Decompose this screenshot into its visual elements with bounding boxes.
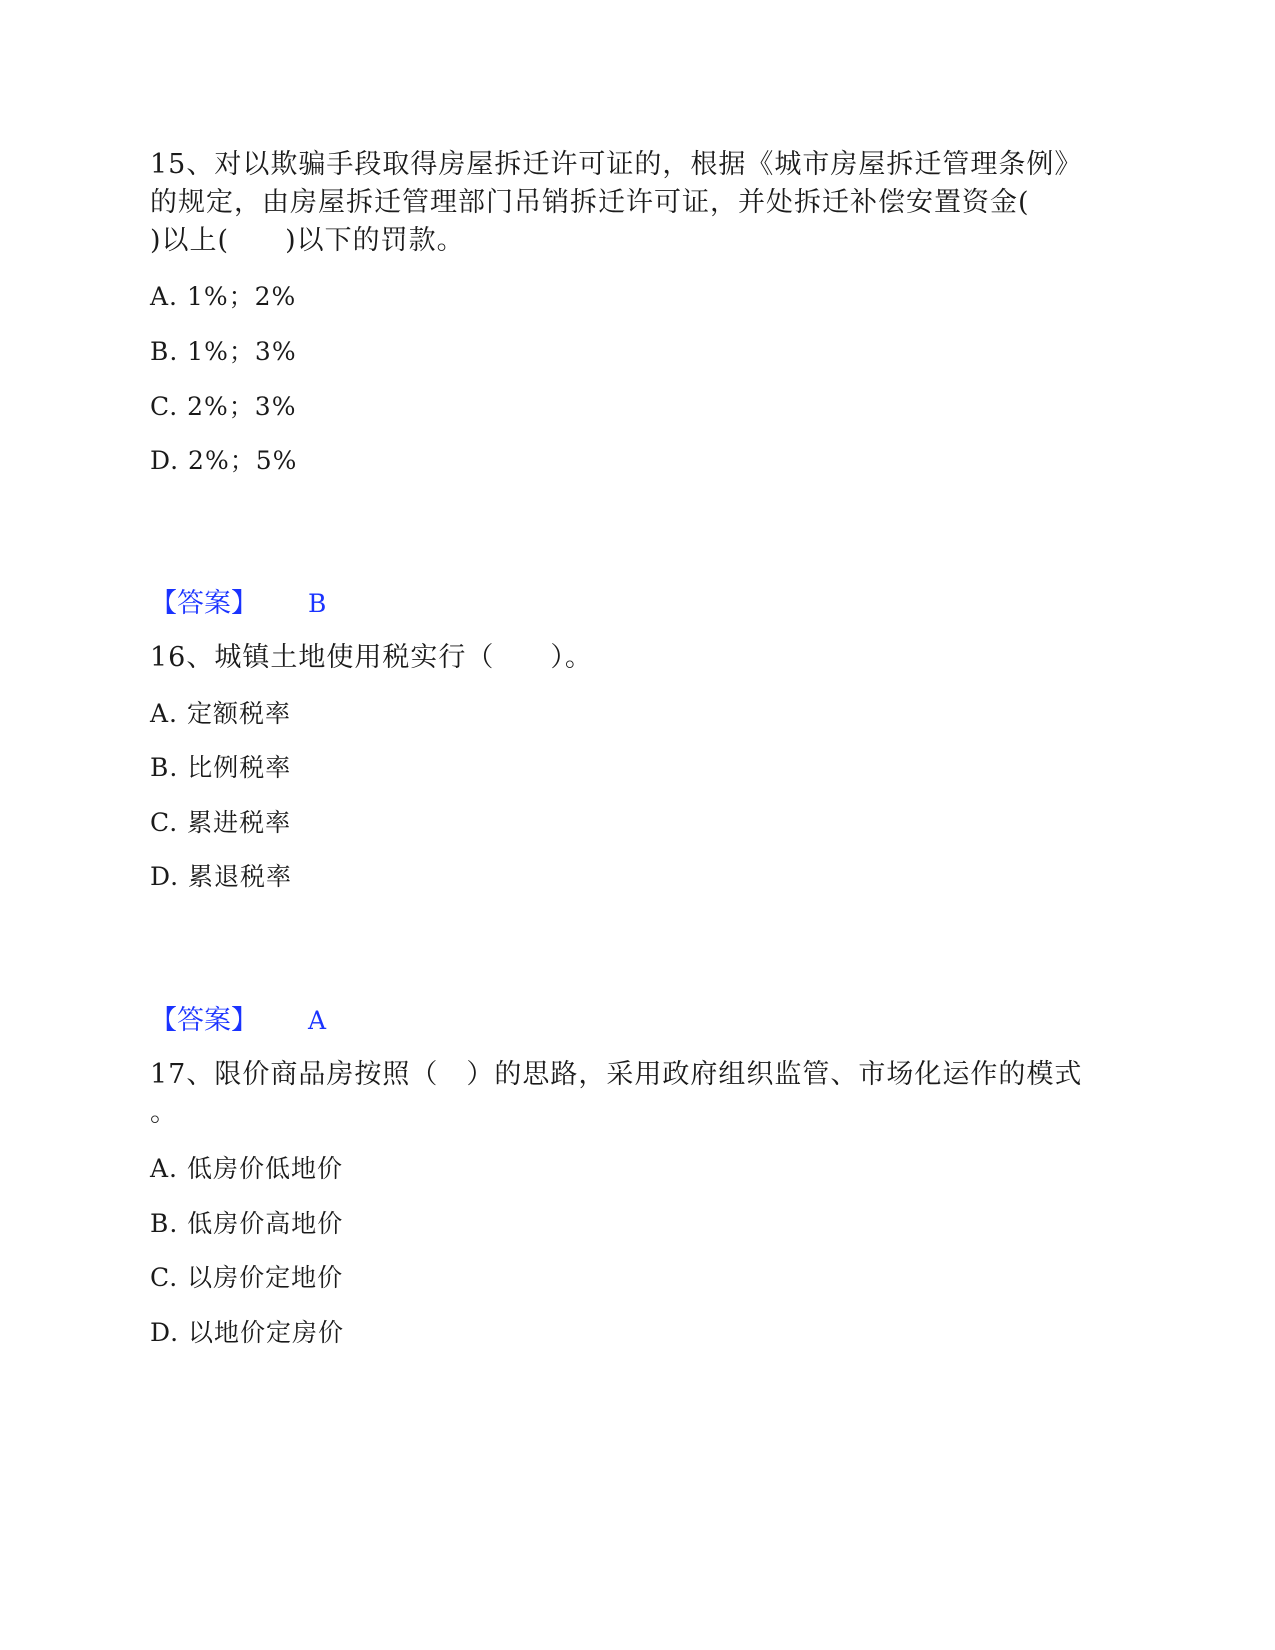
q16-answer xyxy=(150,1001,326,1041)
q15-answer xyxy=(150,584,326,624)
answer-value: B xyxy=(308,589,327,618)
q15-stem-line-2: 的规定，由房屋拆迁管理部门吊销拆迁许可证，并处拆迁补偿安置资金( xyxy=(150,187,1030,218)
q17-option-c: C. 以房价定地价 xyxy=(150,1263,344,1292)
answer-value: A xyxy=(308,1006,327,1035)
q17-stem-line-2: 。 xyxy=(150,1097,178,1128)
q17-option-a: A. 低房价低地价 xyxy=(150,1154,343,1183)
q16-option-c: C. 累进税率 xyxy=(150,808,292,837)
answer-label: 【答案】 xyxy=(150,588,258,619)
q17-option-d: D. 以地价定房价 xyxy=(150,1318,345,1347)
q15-option-d: D. 2%；5% xyxy=(150,446,298,475)
q15-stem-line-3: )以上( )以下的罚款。 xyxy=(150,225,465,256)
q17-option-b: B. 低房价高地价 xyxy=(150,1209,344,1238)
q16-option-a: A. 定额税率 xyxy=(150,699,291,728)
q15-option-a: A. 1%；2% xyxy=(150,282,297,311)
q15-stem-line-1: 15、对以欺骗手段取得房屋拆迁许可证的，根据《城市房屋拆迁管理条例》 xyxy=(150,149,1083,180)
answer-label: 【答案】 xyxy=(150,1005,258,1036)
q17-stem-line-1: 17、限价商品房按照（ ）的思路，采用政府组织监管、市场化运作的模式 xyxy=(150,1059,1083,1090)
q15-option-b: B. 1%；3% xyxy=(150,337,297,366)
q16-option-d: D. 累退税率 xyxy=(150,862,293,891)
q16-stem-line-1: 16、城镇土地使用税实行（ ）。 xyxy=(150,642,593,673)
q15-option-c: C. 2%；3% xyxy=(150,392,297,421)
q16-option-b: B. 比例税率 xyxy=(150,753,292,782)
